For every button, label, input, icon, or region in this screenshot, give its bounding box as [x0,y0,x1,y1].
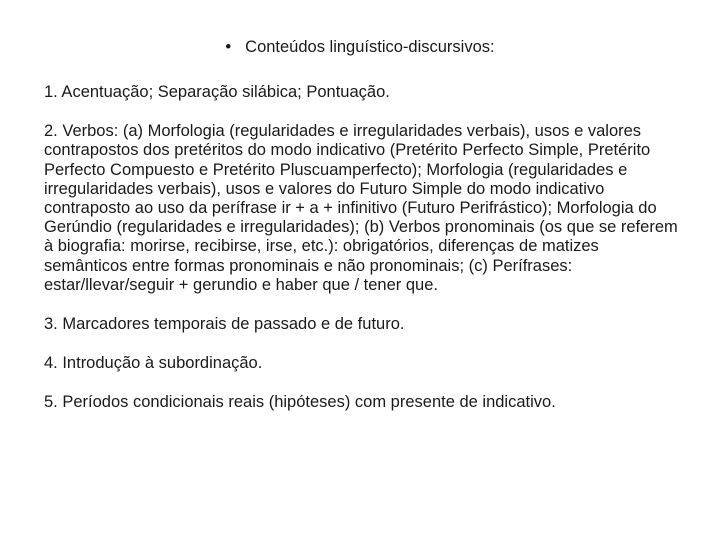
content-list [44,83,680,433]
list-item-1: 1. Acentuação; Separação silábica; Pontuação. [44,83,390,101]
list-item-4: 4. Introdução à subordinação. [44,354,263,373]
section-heading [0,36,720,58]
bullet-icon: • [225,38,232,56]
heading-text: Conteúdos linguístico-discursivos: [245,38,495,56]
list-item-5: 5. Períodos condicionais reais (hipóteses) com presente de indicativo. [44,393,556,412]
list-item-3: 3. Marcadores temporais de passado e de futuro. [44,315,405,334]
list-item-2: 2. Verbos: (a) Morfologia (regularidades e irregularidades verbais), usos e valores contrapostos dos pretéritos do modo indicativo (Pretérito Perfecto Simple, Pretérito Perfecto Compuesto e Pretérito Pluscuamperfecto); Morfologia (regularidades e irregularidades verbais), usos e valores do Futuro Simple do modo indicativo contraposto ao uso da perífrase ir + a + infinitivo (Futuro Perifrástico); Morfologia do Gerúndio (regularidades e irregularidades); (b) Verbos pronominais (os que se referem à biografia: morirse, recibirse, irse, etc.): obrigatórios, diferenças de matizes semânticos entre formas pronominais e não pronominais; (c) Perífrases: estar/llevar/seguir + gerundio e haber que / tener que. [44,122,678,294]
